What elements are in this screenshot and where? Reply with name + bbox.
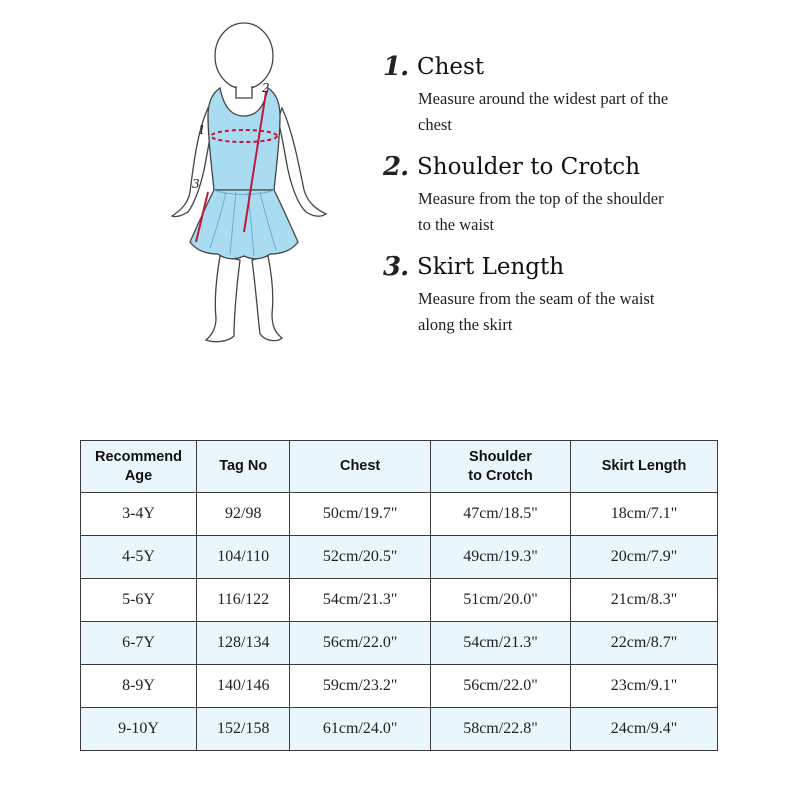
table-header-row [81, 441, 718, 493]
instruction-chest [375, 52, 785, 138]
cell-age: 8-9Y [81, 665, 197, 708]
cell-chest: 56cm/22.0" [290, 622, 430, 665]
cell-age: 9-10Y [81, 708, 197, 751]
step-number: 1. [383, 52, 409, 82]
cell-shoulder: 54cm/21.3" [430, 622, 570, 665]
step-description: Measure from the seam of the waist along the skirt [418, 289, 655, 334]
step-title: Shoulder to Crotch [417, 154, 641, 180]
step-description: Measure around the widest part of the chest [418, 89, 669, 134]
cell-chest: 61cm/24.0" [290, 708, 430, 751]
cell-tag: 128/134 [197, 622, 290, 665]
table-row [81, 622, 718, 665]
header-recommend-age: Recommend Age [81, 441, 197, 493]
figure-left-leg [206, 256, 240, 342]
table-row [81, 708, 718, 751]
cell-tag: 92/98 [197, 493, 290, 536]
label-chest: 1 [198, 123, 206, 137]
cell-tag: 152/158 [197, 708, 290, 751]
cell-tag: 104/110 [197, 536, 290, 579]
cell-chest: 59cm/23.2" [290, 665, 430, 708]
cell-tag: 140/146 [197, 665, 290, 708]
cell-tag: 116/122 [197, 579, 290, 622]
cell-skirt: 20cm/7.9" [571, 536, 718, 579]
cell-age: 3-4Y [81, 493, 197, 536]
figure-right-leg [252, 256, 282, 341]
cell-skirt: 23cm/9.1" [571, 665, 718, 708]
cell-age: 6-7Y [81, 622, 197, 665]
measurement-figure [170, 20, 340, 360]
cell-chest: 54cm/21.3" [290, 579, 430, 622]
figure-head [215, 23, 273, 89]
header-shoulder-to-crotch: Shoulder to Crotch [430, 441, 570, 493]
step-description: Measure from the top of the shoulder to the waist [418, 189, 664, 234]
label-skirt: 3 [192, 177, 200, 191]
cell-skirt: 18cm/7.1" [571, 493, 718, 536]
table-row [81, 493, 718, 536]
cell-skirt: 21cm/8.3" [571, 579, 718, 622]
instruction-shoulder-to-crotch [375, 152, 785, 238]
header-chest: Chest [290, 441, 430, 493]
cell-shoulder: 51cm/20.0" [430, 579, 570, 622]
cell-shoulder: 47cm/18.5" [430, 493, 570, 536]
header-tag-no: Tag No [197, 441, 290, 493]
cell-chest: 52cm/20.5" [290, 536, 430, 579]
label-shoulder: 2 [262, 81, 270, 95]
step-number: 2. [383, 152, 409, 182]
header-skirt-length: Skirt Length [571, 441, 718, 493]
size-chart-table [80, 440, 718, 751]
cell-skirt: 24cm/9.4" [571, 708, 718, 751]
cell-age: 5-6Y [81, 579, 197, 622]
step-number: 3. [383, 252, 409, 282]
step-title: Chest [417, 54, 485, 80]
cell-skirt: 22cm/8.7" [571, 622, 718, 665]
step-title: Skirt Length [417, 254, 565, 280]
instruction-skirt-length [375, 252, 785, 338]
measurement-instructions [375, 52, 785, 352]
cell-chest: 50cm/19.7" [290, 493, 430, 536]
figure-right-arm [278, 108, 326, 216]
table-row [81, 536, 718, 579]
table-row [81, 665, 718, 708]
cell-shoulder: 49cm/19.3" [430, 536, 570, 579]
table-row [81, 579, 718, 622]
cell-age: 4-5Y [81, 536, 197, 579]
cell-shoulder: 58cm/22.8" [430, 708, 570, 751]
cell-shoulder: 56cm/22.0" [430, 665, 570, 708]
